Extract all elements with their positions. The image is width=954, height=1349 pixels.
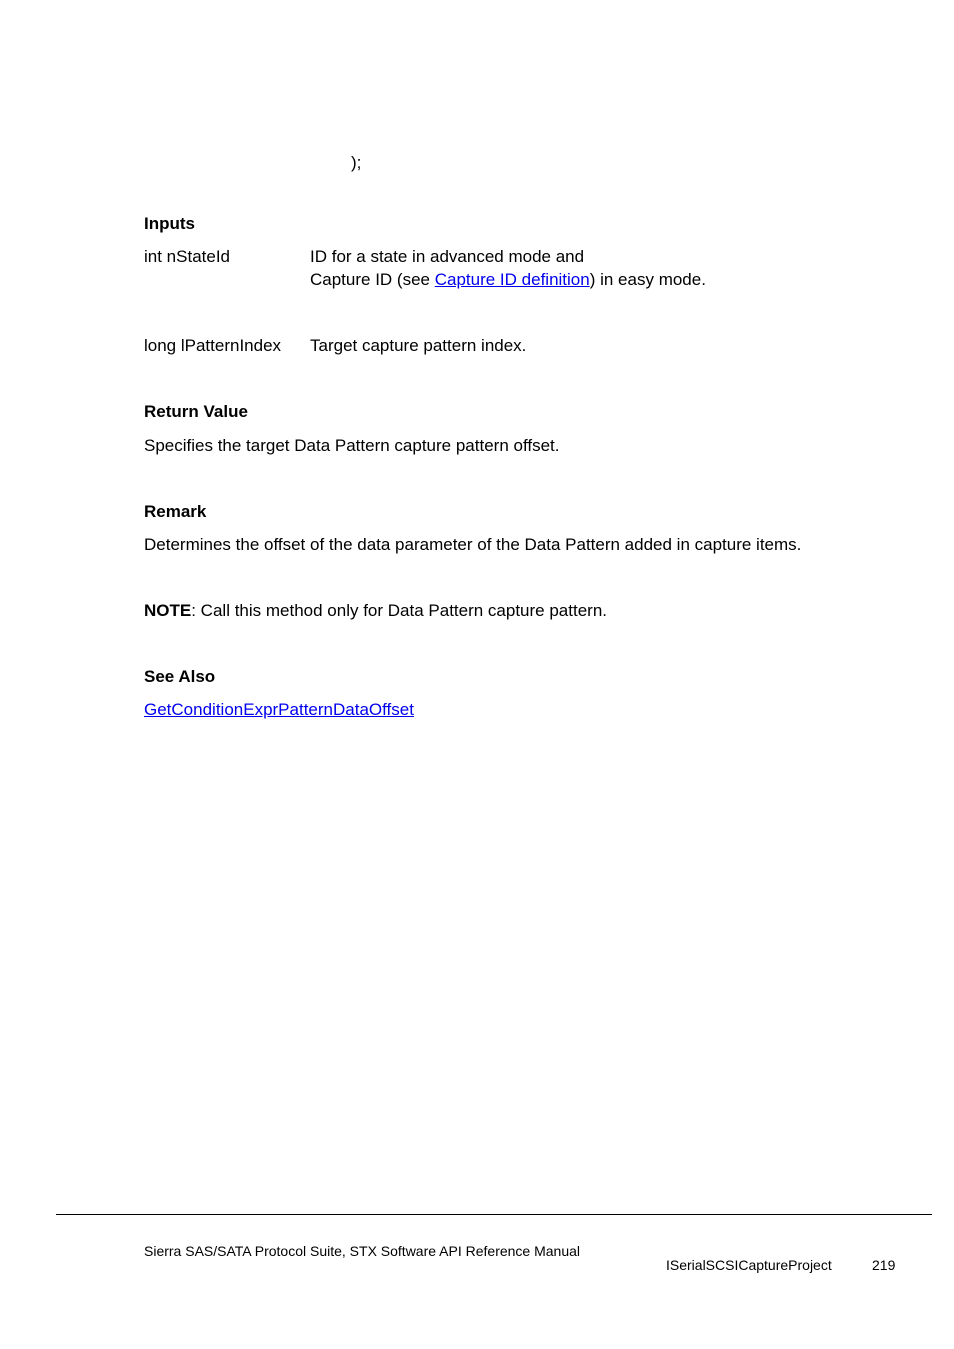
note-paragraph [144,600,607,622]
param-desc-nstateid-line1: ID for a state in advanced mode and [310,247,585,266]
inputs-heading: Inputs [144,214,195,233]
param-name-lpatternindex: long lPatternIndex [144,336,282,355]
param-desc-lpatternindex: Target capture pattern index. [310,336,527,355]
param-desc-text: ) in easy mode. [589,270,706,289]
footer-section-name: ISerialSCSICaptureProject [666,1257,832,1273]
getconditionexprpatterndataoffset-link[interactable]: GetConditionExprPatternDataOffset [144,700,414,719]
remark-heading: Remark [144,502,207,521]
footer-manual-title: Sierra SAS/SATA Protocol Suite, STX Software API Reference Manual [144,1243,581,1259]
return-value-text: Specifies the target Data Pattern capture pattern offset. [144,436,560,455]
see-also-heading: See Also [144,667,216,686]
footer-page-number: 219 [872,1257,896,1273]
code-closing: ); [351,153,362,172]
remark-text: Determines the offset of the data parameter of the Data Pattern added in capture items. [144,535,802,554]
param-name-nstateid: int nStateId [144,247,231,266]
note-label: NOTE [144,601,192,620]
see-also-link-line [144,699,414,721]
footer-divider [56,1214,932,1215]
param-desc-nstateid-line2 [310,269,706,291]
capture-id-definition-link[interactable]: Capture ID definition [434,270,590,289]
return-value-heading: Return Value [144,402,248,421]
param-desc-text: Capture ID (see [310,270,435,289]
note-text: : Call this method only for Data Pattern capture pattern. [191,601,608,620]
